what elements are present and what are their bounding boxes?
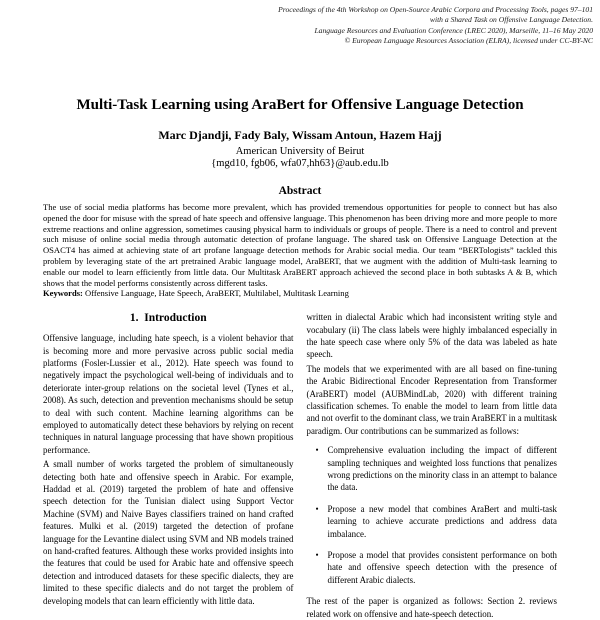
list-item [307,549,558,586]
proceedings-header [278,5,593,47]
section-heading-introduction: 1. Introduction [129,312,207,325]
contributions-list [307,444,558,586]
authors-line: Marc Djandji, Fady Baly, Wissam Antoun, Hazem Hajj [158,128,442,142]
contribution-3: Propose a model that provides consistent performance on both hate and offensive speech detection with the presence of different Arabic dialects. [327,550,557,585]
right-paragraph-1: written in dialectal Arabic which had inconsistent writing style and vocabulary (ii) The class labels were highly imbalanced especially in the hate speech case where only 5% of the data was labeled as hate speech. [306,312,557,360]
right-column [307,311,558,620]
left-column [43,311,294,620]
intro-paragraph-2: A small number of works targeted the problem of simultaneously detecting both hate and offensive speech in Arabic. For example, Haddad et al. (2019) targeted the problem of hate and offensive speech detection for the Tunisian dialect using Support Vector Machine (SVM) and Naive Bayes classifiers trained on hand crafted features. Mulki et al. (2019) targeted the detection of profane language for the Levantine dialect using SVM and NB models trained on hand-crafted features. Although these works provided insights into the features that could be used for Arabic hate and offensive speech detection and introduced datasets for these specific dialects, they are limited to these specific dialects and do not target the problem of developing models that can learn efficiently with little data. [43,459,294,606]
bullet-icon [316,549,328,586]
right-paragraph-2: The models that we experimented with are all based on fine-tuning the Arabic Bidirectional Encoder Representation from Transformer (AraBERT) model (AUBMindLab, 2020) with different training classification schemes. To enable the model to learn from little data and not overfit to the dominant class, we train AraBERT in a multitask paradigm. Our contributions can be summarized as follows: [306,363,557,436]
keywords-value: Offensive Language, Hate Speech, AraBERT, Multilabel, Multitask Learning [82,288,349,299]
bullet-icon [316,503,328,540]
list-item [307,503,558,540]
intro-paragraph-1: Offensive language, including hate speech, is a violent behavior that is becoming more and more pervasive across public social media platforms (Fosler-Lussier et al., 2012). Hate speech was found to negatively impact the psychological well-being of individuals and to deteriorate inter-group relations on the societal level (Tynes et al., 2008). As such, detection and prevention mechanisms should be setup to deal with such content. Machine learning algorithms can be employed to automatically detect these behaviors by relying on recent techniques in natural language processing that have shown propitious performance. [43,333,294,455]
contribution-2: Propose a new model that combines AraBert and multi-task learning to achieve accurate predictions and address data imbalance. [327,503,557,539]
right-paragraph-3: The rest of the paper is organized as follows: Section 2. reviews related work on offensive and hate-speech detection. [306,596,557,619]
two-column-body [43,311,557,620]
abstract-heading: Abstract [278,185,322,197]
proceedings-header-line3: Language Resources and Evaluation Conference (LREC 2020), Marseille, 11–16 May 2020 [314,25,593,35]
keywords-line [43,288,557,299]
keywords-label: Keywords: [43,288,83,299]
bullet-icon [316,444,328,494]
proceedings-header-line2: with a Shared Task on Offensive Language Detection. [429,15,593,25]
proceedings-header-line4: © European Language Resources Association (ELRA), licensed under CC-BY-NC [344,36,593,46]
list-item [307,444,558,494]
contribution-1: Comprehensive evaluation including the impact of different sampling techniques and weighted loss functions that penalizes wrong predictions on the minority class in an attempt to balance the data. [327,445,557,493]
email-line: {mgd10, fgb06, wfa07,hh63}@aub.edu.lb [211,158,389,169]
abstract-text: The use of social media platforms has become more prevalent, which has provided tremendous opportunities for people to connect but has also opened the door for misuse with the spread of hate speech and offensive language. This phenomenon has been driving more and more people to more extreme reactions and online aggression, sometimes causing physical harm to individuals or groups of people. There is a need to control and prevent such misuse of online social media through automatic detection of profane language. The shared task on Offensive Language Detection at the OSACT4 has aimed at achieving state of art profane language detection methods for Arabic social media. Our team “BERTologists” tackled this problem by leveraging state of the art pretrained Arabic language model, AraBERT, that we augment with the addition of Multi-task learning to enable our model to learn efficiently from little data. Our Multitask AraBERT approach achieved the second place in both subtasks A & B, which shows that the model performs consistently across different tasks. [43,202,557,288]
paper-title: Multi-Task Learning using AraBert for Offensive Language Detection [76,97,524,113]
proceedings-header-line1: Proceedings of the 4th Workshop on Open-Source Arabic Corpora and Processing Tools, pages 97–101 [278,5,593,14]
affiliation: American University of Beirut [235,146,365,157]
